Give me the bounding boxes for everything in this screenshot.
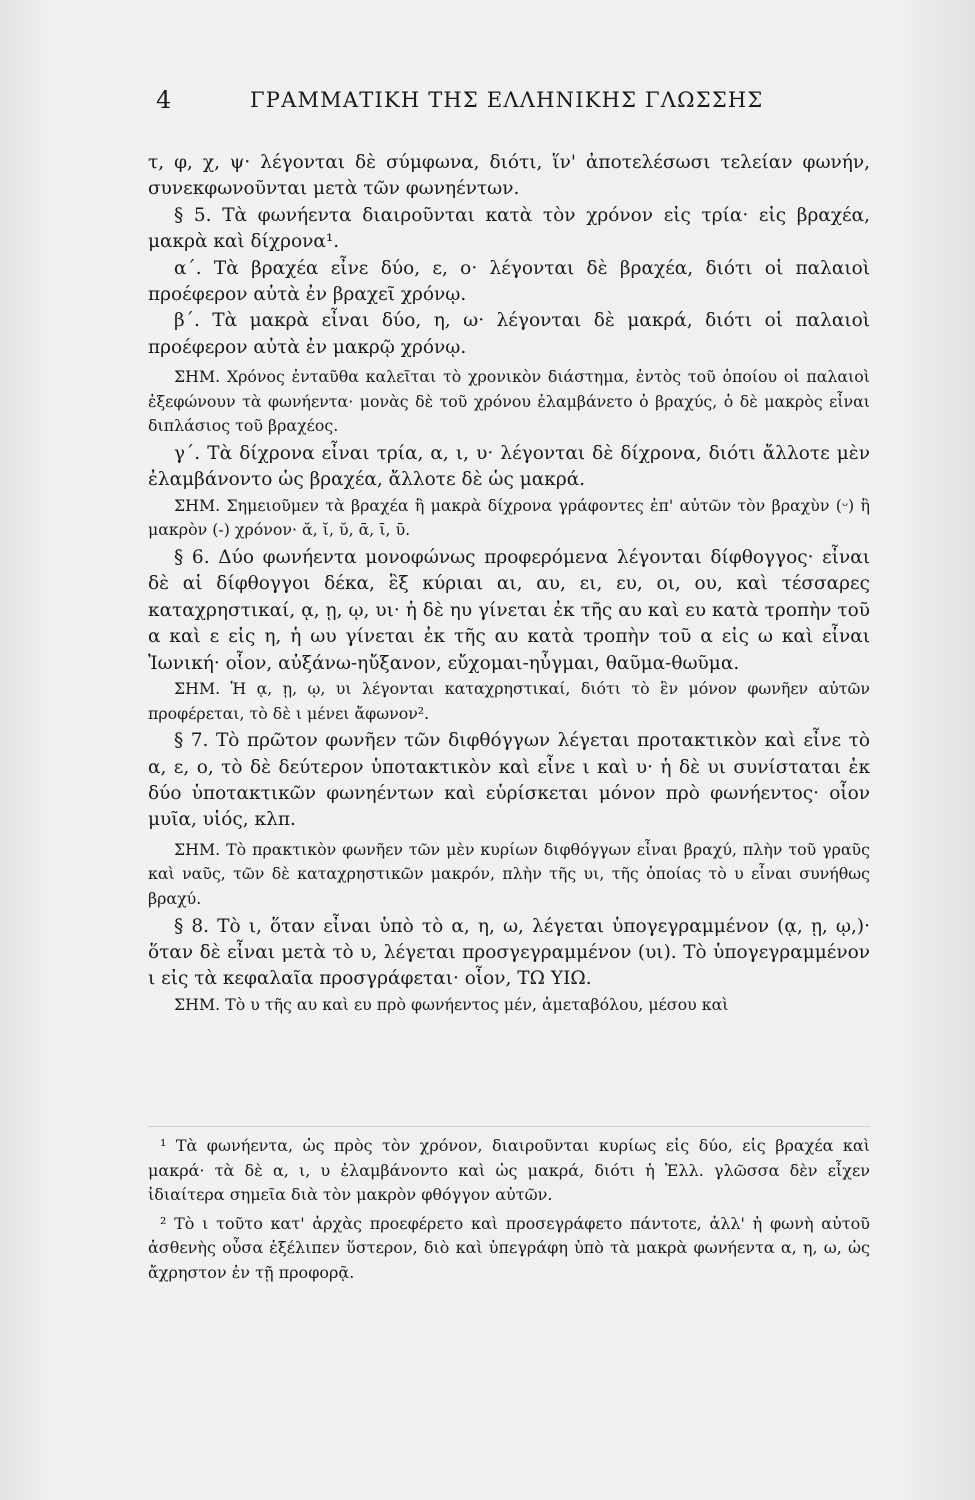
note-improper-diphthongs: ΣΗΜ. Ἡ ᾳ, ῃ, ῳ, υι λέγονται καταχρηστικαί, διότι τὸ ἓν μόνον φωνῆεν αὐτῶν προφέρεται, τὸ δὲ ι μένει ἄφωνον². bbox=[148, 679, 870, 723]
item-beta-long: β΄. Τὰ μακρὰ εἶναι δύο, η, ω· λέγονται δὲ μακρά, διότι οἱ παλαιοὶ προέφερον αὐτὰ ἐν μακρῷ χρόνῳ. bbox=[148, 310, 870, 358]
item-alpha-short: α΄. Τὰ βραχέα εἶνε δύο, ε, ο· λέγονται δὲ βραχέα, διότι οἱ παλαιοὶ προέφερον αὐτὰ ἐν βραχεῖ χρόνῳ. bbox=[148, 257, 870, 306]
section-6: § 6. Δύο φωνήεντα μονοφώνως προφερόμενα λέγονται δίφθογγος· εἶναι δὲ αἱ δίφθογγοι δέκα, ἓξ κύριαι αι, αυ, ει, ευ, οι, ου, καὶ τέσσαρες καταχρηστικαί, ᾳ, ῃ, ῳ, υι· ἡ δὲ ηυ γίνεται ἐκ τῆς αυ καὶ ευ κατὰ τροπὴν τοῦ α καὶ ε εἰς η, ἡ ωυ γίνεται ἐκ τῆς αυ κατὰ τροπὴν τοῦ α εἰς ω καὶ εἶναι Ἰωνική· οἷον, αὐξάνω-ηὔξανον, εὔχομαι-ηὖγμαι, θαῦμα-θωῦμα. bbox=[148, 547, 870, 674]
footnote-separator bbox=[148, 1126, 870, 1127]
page-number: 4 bbox=[156, 86, 172, 114]
footnotes bbox=[148, 1134, 870, 1290]
note-time: ΣΗΜ. Χρόνος ἐνταῦθα καλεῖται τὸ χρονικὸν διάστημα, ἐντὸς τοῦ ὁποίου οἱ παλαιοὶ ἐξεφώνουν τὰ φωνήεντα· μονὰς δὲ τοῦ χρόνου ἐλαμβάνετο ὁ βραχύς, ὁ δὲ μακρὸς εἶναι διπλάσιος τοῦ βραχέος. bbox=[148, 367, 870, 436]
section-8: § 8. Τὸ ι, ὅταν εἶναι ὑπὸ τὸ α, η, ω, λέγεται ὑπογεγραμμένον (ᾳ, ῃ, ῳ,)· ὅταν δὲ εἶναι μετὰ τὸ υ, λέγεται προσγεγραμμένον (υι). Τὸ ὑπογεγραμμένον ι εἰς τὰ κεφαλαῖα προσγράφεται· οἷον, ΤΩ ΥΙΩ. bbox=[148, 915, 870, 990]
running-title: ΓΡΑΜΜΑΤΙΚΗ ΤΗΣ ΕΛΛΗΝΙΚΗΣ ΓΛΩΣΣΗΣ bbox=[250, 88, 764, 112]
footnote-2: ² Τὸ ι τοῦτο κατ' ἀρχὰς προεφέρετο καὶ προσεγράφετο πάντοτε, ἀλλ' ἡ φωνὴ αὐτοῦ ἀσθενὴς οὖσα ἐξέλιπεν ὕστερον, διὸ καὶ ὑπεγράφη ὑπὸ τὰ μακρὰ φωνήεντα α, η, ω, ὡς ἄχρηστον ἐν τῇ προφορᾷ. bbox=[148, 1213, 870, 1282]
footnote-1: ¹ Τὰ φωνήεντα, ὡς πρὸς τὸν χρόνον, διαιροῦνται κυρίως εἰς δύο, εἰς βραχέα καὶ μακρά· τὰ δὲ α, ι, υ ἐλαμβάνοντο καὶ ὡς μακρά, διότι ἡ Ἑλλ. γλῶσσα δὲν εἶχεν ἰδιαίτερα σημεῖα διὰ τὸν μακρὸν φθόγγον αὐτῶν. bbox=[148, 1136, 870, 1205]
item-gamma-dichrona: γ΄. Τὰ δίχρονα εἶναι τρία, α, ι, υ· λέγονται δὲ δίχρονα, διότι ἄλλοτε μὲν ἐλαμβάνοντο ὡς βραχέα, ἄλλοτε δὲ ὡς μακρά. bbox=[148, 443, 870, 491]
page-header bbox=[150, 86, 870, 122]
section-5: § 5. Τὰ φωνήεντα διαιροῦνται κατὰ τὸν χρόνον εἰς τρία· εἰς βραχέα, μακρὰ καὶ δίχρονα¹. bbox=[148, 204, 870, 253]
main-text bbox=[148, 150, 870, 1017]
note-marks: ΣΗΜ. Σημειοῦμεν τὰ βραχέα ἢ μακρὰ δίχρονα γράφοντες ἐπ' αὐτῶν τὸν βραχὺν (ᵕ) ἢ μακρὸν (-) χρόνον· ᾰ, ῐ, ῠ, ᾱ, ῑ, ῡ. bbox=[148, 495, 870, 540]
paragraph-consonants: τ, φ, χ, ψ· λέγονται δὲ σύμφωνα, διότι, ἵν' ἀποτελέσωσι τελείαν φωνήν, συνεκφωνοῦνται μετὰ τῶν φωνηέντων. bbox=[148, 152, 870, 200]
note-prepositive: ΣΗΜ. Τὸ πρακτικὸν φωνῆεν τῶν μὲν κυρίων διφθόγγων εἶναι βραχύ, πλὴν τοῦ γραῦς καὶ ναῦς, τῶν δὲ καταχρηστικῶν μακρόν, πλὴν τῆς υι, τῆς ὁποίας τὸ υ εἶναι συνήθως βραχύ. bbox=[148, 839, 870, 909]
section-7: § 7. Τὸ πρῶτον φωνῆεν τῶν διφθόγγων λέγεται προτακτικὸν καὶ εἶνε τὸ α, ε, ο, τὸ δὲ δεύτερον ὑποτακτικὸν καὶ εἶνε ι καὶ υ· ἡ δὲ υι συνίσταται ἐκ δύο ὑποτακτικῶν φωνηέντων καὶ εὑρίσκεται μόνον πρὸ φωνήεντος· οἷον μυῖα, υἱός, κλπ. bbox=[148, 730, 870, 831]
note-upsilon: ΣΗΜ. Τὸ υ τῆς αυ καὶ ευ πρὸ φωνήεντος μέν, ἀμεταβόλου, μέσου καὶ bbox=[174, 994, 729, 1014]
